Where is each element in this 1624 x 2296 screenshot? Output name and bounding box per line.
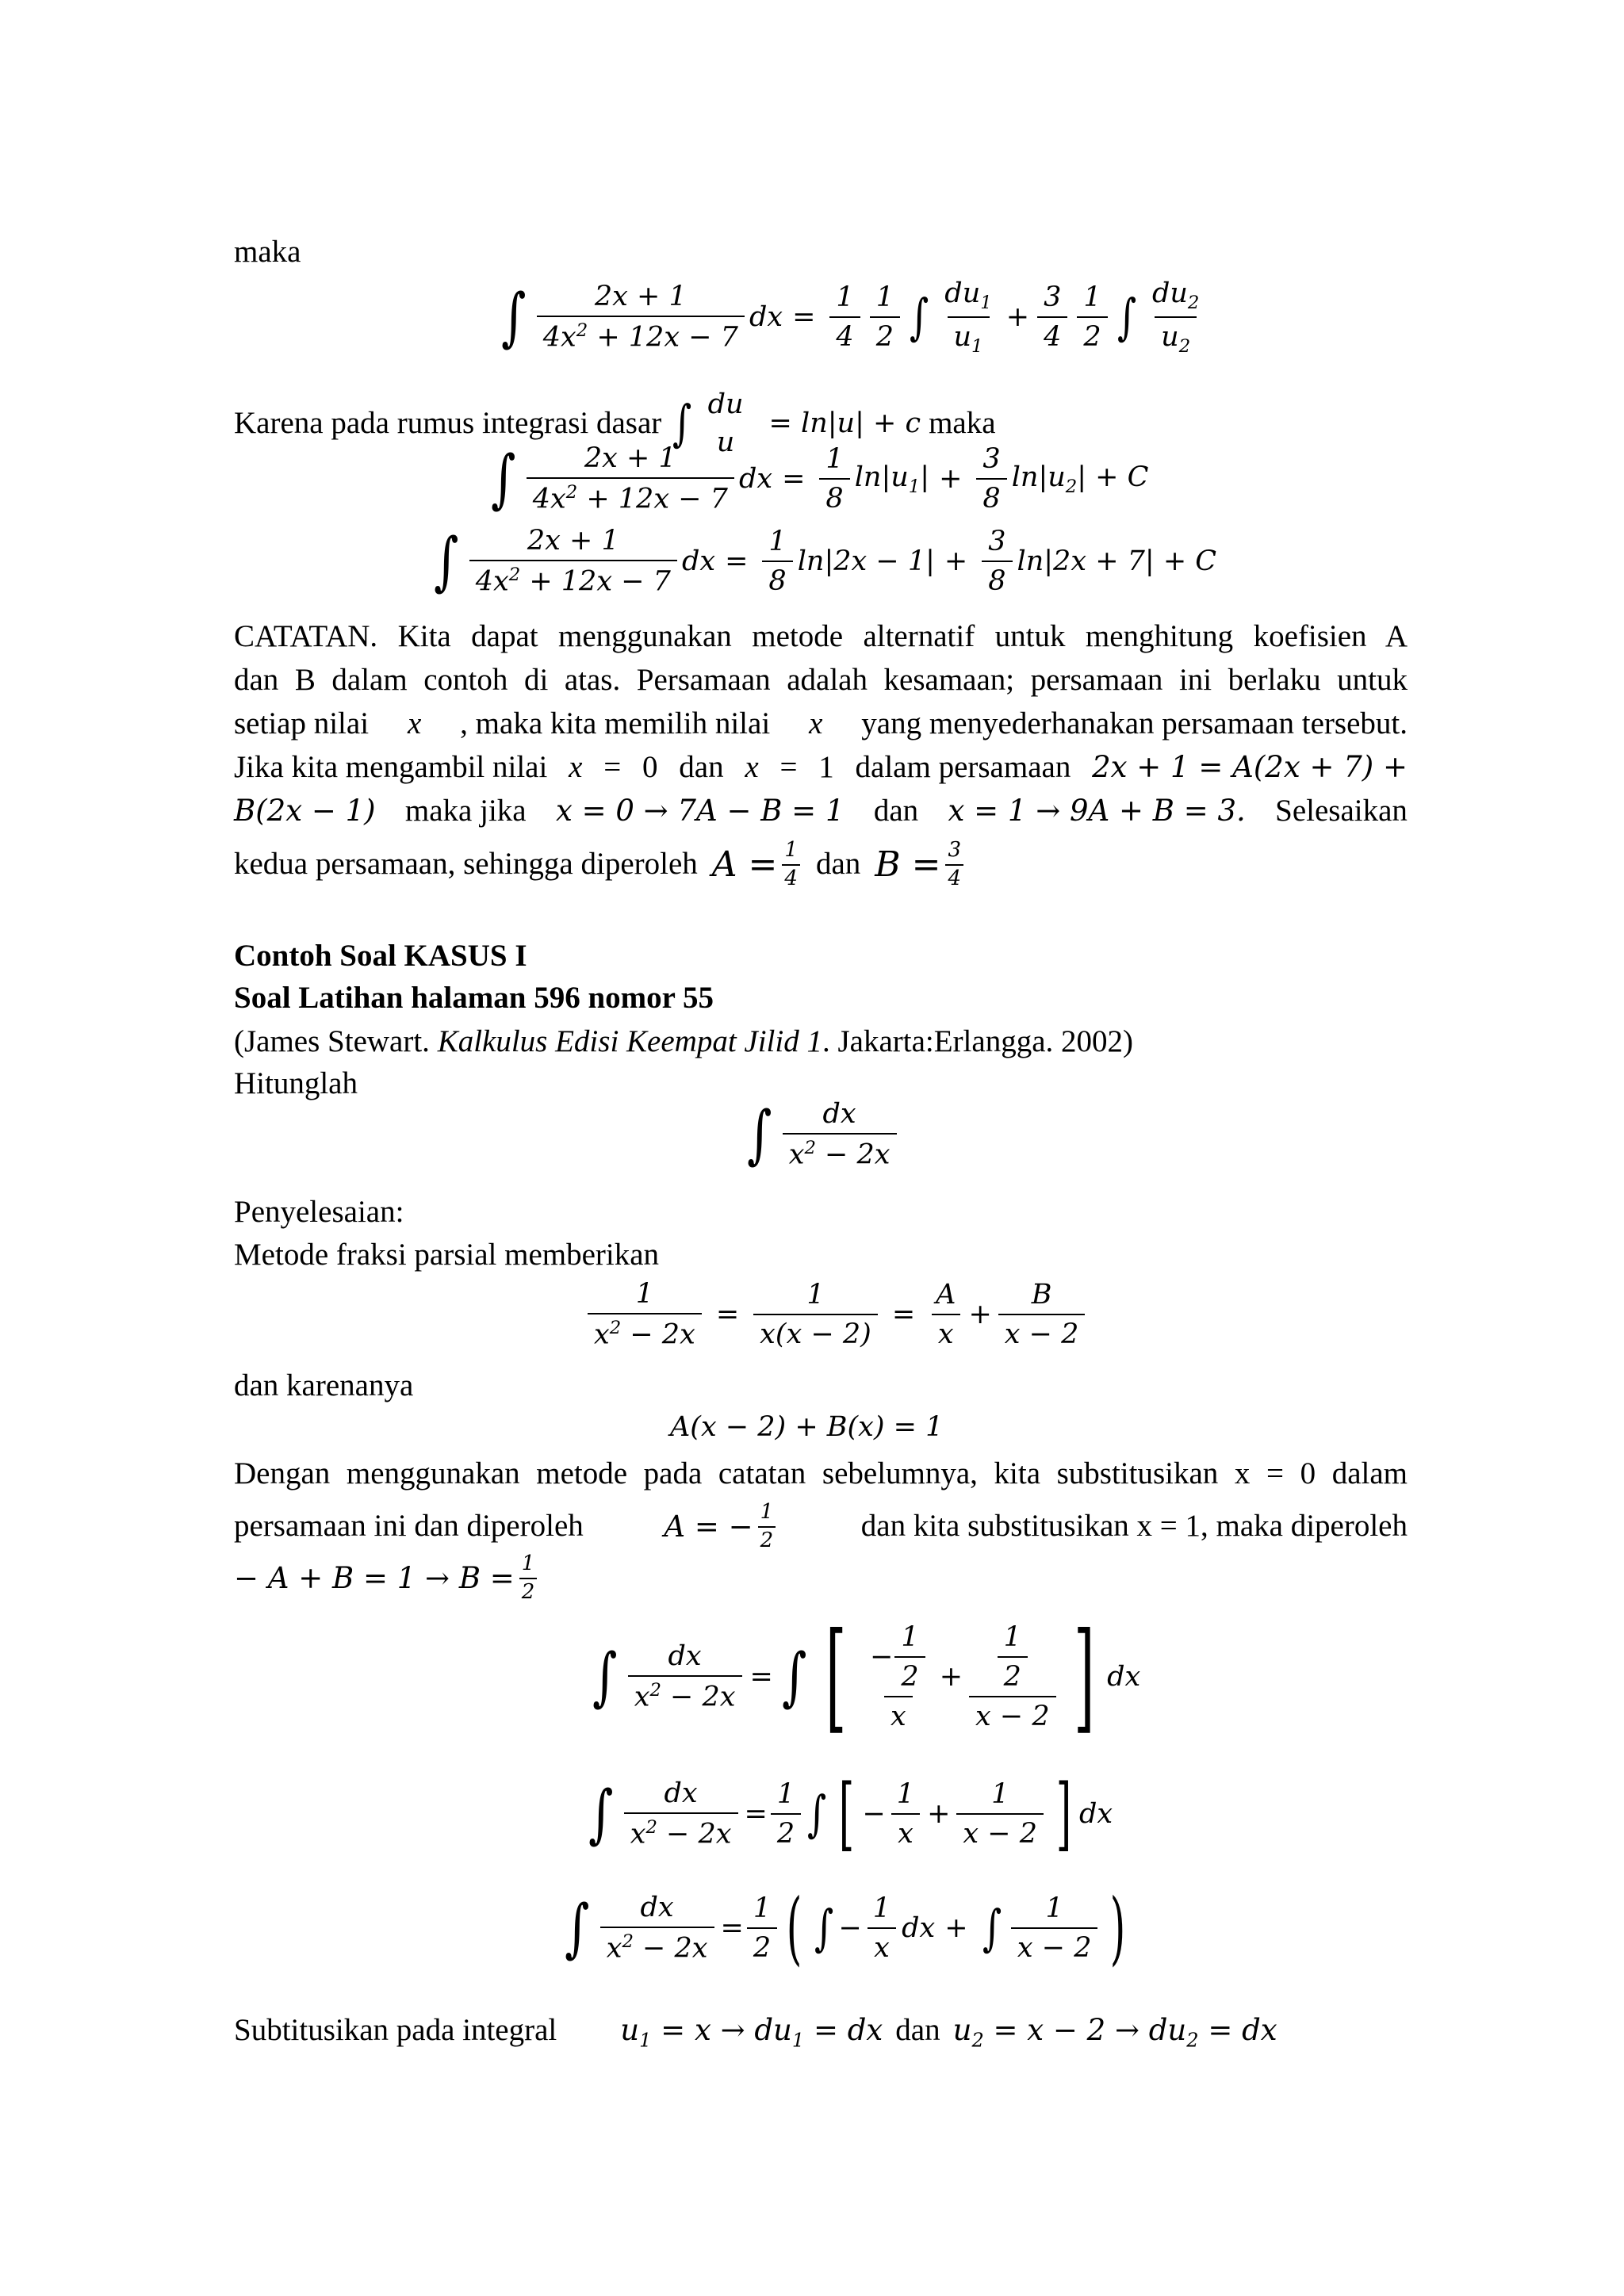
- equation-integral-split: ∫ $\frac{2x + 1}{4x^2 + 12x - 7}$ dx = $\frac{1}{4}$ $\frac{1}{2}$ ∫ $\frac{du_1}{u_1}$ + $\frac{3}{4}$ $\frac{1}{2}$ ∫ $\frac{du_2}{u_2}$: [501, 277, 1200, 358]
- equation-separate-integrals: ∫ $\frac{dx}{x^2 - 2x}$ = $\frac{1}{2}$ ( ∫ − $\frac{1}{x}$ dx + ∫ $\frac{1}{x - 2}$ ): [565, 1881, 1126, 1974]
- equation-bracket-split: ∫ $\frac{dx}{x^2 - 2x}$ = ∫ [ − $\frac{1}{2}$ x + $\frac{\frac{1}{2}}{x - 2}$ ] dx: [592, 1608, 1141, 1746]
- text-karena: Karena pada rumus integrasi dasar ∫ du u = ln|u| + c maka: [234, 388, 996, 459]
- equation-problem: ∫ $\frac{dx}{x^2 - 2x}$: [741, 1098, 902, 1171]
- heading-contoh-soal: Contoh Soal KASUS I: [234, 939, 527, 973]
- text-penyelesaian: Penyelesaian:: [234, 1195, 404, 1229]
- text-metode: Metode fraksi parsial memberikan: [234, 1238, 660, 1272]
- integral-sign: ∫: [501, 280, 527, 354]
- catatan-line-3: setiap nilai x , maka kita memilih nilai x yang menyederhanakan persamaan tersebut.: [234, 706, 1408, 740]
- text-subtitusi: Subtitusikan pada integral $u_1 = x \to du_1$ = dx dan $u_2 = x - 2 \to du_2$ = dx: [234, 2013, 1277, 2052]
- equation-half-factor: ∫ $\frac{dx}{x^2 - 2x}$ = $\frac{1}{2}$ ∫ [ − $\frac{1}{x}$ + $\frac{1}{x - 2}$ ] dx: [588, 1767, 1113, 1860]
- catatan-line-5: B(2x − 1) maka jika x = 0 → 7A − B = 1 dan x = 1 → 9A + B = 3. Selesaikan: [234, 794, 1408, 828]
- text-hitunglah: Hitunglah: [234, 1066, 358, 1100]
- catatan-line-6: kedua persamaan, sehingga diperoleh A = $\frac{1}{4}$ dan B = $\frac{3}{4}$: [234, 839, 1408, 891]
- text-karenanya: dan karenanya: [234, 1368, 414, 1402]
- equation-partial-fraction: $\frac{1}{x^2 - 2x}$ = $\frac{1}{x(x - 2)}$ = $\frac{A}{x}$ + $\frac{B}{x - 2}$: [583, 1278, 1090, 1351]
- equation-integral-result: ∫ $\frac{2x + 1}{4x^2 + 12x - 7}$ dx = $\frac{1}{8}$ ln|2x − 1| + $\frac{3}{8}$ ln|2x + 7| + C: [434, 524, 1217, 599]
- dengan-line-2: persamaan ini dan diperoleh A = − $\frac{1}{2}$ dan kita substitusikan x = 1, maka diperoleh: [234, 1500, 1408, 1552]
- catatan-line-2: dan B dalam contoh di atas. Persamaan adalah kesamaan; persamaan ini berlaku untuk: [234, 663, 1408, 697]
- heading-soal-latihan: Soal Latihan halaman 596 nomor 55: [234, 981, 714, 1015]
- equation-integral-ln-u: ∫ $\frac{2x + 1}{4x^2 + 12x - 7}$ dx = $\frac{1}{8}$ $\ln|u_1|$ + $\frac{3}{8}$ $\ln|u_2| + C$: [491, 442, 1149, 516]
- reference-citation: (James Stewart. Kalkulus Edisi Keempat Jilid 1. Jakarta:Erlangga. 2002): [234, 1024, 1134, 1058]
- catatan-line-1: CATATAN. Kita dapat menggunakan metode alternatif untuk menghitung koefisien A: [234, 619, 1408, 653]
- catatan-line-4: Jika kita mengambil nilai x = 0 dan x = 1 dalam persamaan 2x + 1 = A(2x + 7) +: [234, 750, 1408, 784]
- equation-coefficients: A(x − 2) + B(x) = 1: [670, 1411, 944, 1443]
- dengan-line-3: − A + B = 1 → B = $\frac{1}{2}$: [234, 1552, 1408, 1605]
- dengan-line-1: Dengan menggunakan metode pada catatan sebelumnya, kita substitusikan x = 0 dalam: [234, 1456, 1408, 1490]
- text-maka: maka: [234, 235, 301, 269]
